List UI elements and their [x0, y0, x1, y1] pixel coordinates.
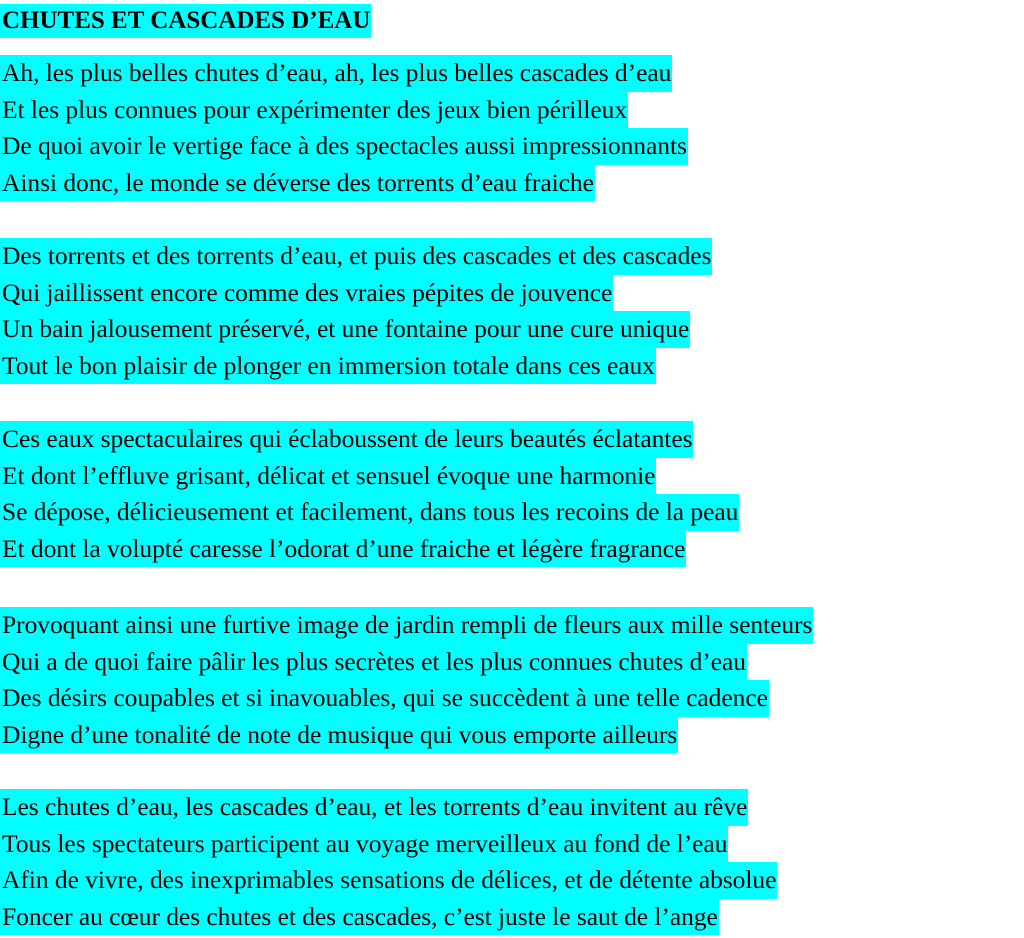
stanza-4 [0, 607, 813, 753]
poem-line: Tout le bon plaisir de plonger en immersion totale dans ces eaux [0, 348, 656, 385]
poem-line: Ah, les plus belles chutes d’eau, ah, les plus belles cascades d’eau [0, 55, 672, 92]
poem-line: Et dont l’effluve grisant, délicat et sensuel évoque une harmonie [0, 458, 656, 495]
poem-line: Des désirs coupables et si inavouables, qui se succèdent à une telle cadence [0, 680, 769, 717]
poem-line: Foncer au cœur des chutes et des cascades, c’est juste le saut de l’ange [0, 899, 719, 936]
poem-line: Provoquant ainsi une furtive image de jardin rempli de fleurs aux mille senteurs [0, 607, 813, 644]
poem-line: Se dépose, délicieusement et facilement, dans tous les recoins de la peau [0, 494, 739, 531]
poem-line: Un bain jalousement préservé, et une fontaine pour une cure unique [0, 311, 690, 348]
poem-line: Tous les spectateurs participent au voyage merveilleux au fond de l’eau [0, 826, 728, 863]
poem-line: Qui a de quoi faire pâlir les plus secrètes et les plus connues chutes d’eau [0, 644, 747, 681]
poem-title: CHUTES ET CASCADES D’EAU [0, 4, 371, 38]
poem-line: Afin de vivre, des inexprimables sensations de délices, et de détente absolue [0, 862, 777, 899]
poem-line: Digne d’une tonalité de note de musique qui vous emporte ailleurs [0, 717, 678, 754]
poem-line: Qui jaillissent encore comme des vraies pépites de jouvence [0, 275, 613, 312]
poem-line: Ces eaux spectaculaires qui éclaboussent de leurs beautés éclatantes [0, 421, 693, 458]
stanza-5 [0, 789, 777, 935]
stanza-3 [0, 421, 739, 567]
poem-line: Et les plus connues pour expérimenter des jeux bien périlleux [0, 92, 628, 129]
stanza-1 [0, 55, 688, 201]
poem-line: Des torrents et des torrents d’eau, et puis des cascades et des cascades [0, 238, 712, 275]
poem-line: De quoi avoir le vertige face à des spectacles aussi impressionnants [0, 128, 688, 165]
poem-line: Ainsi donc, le monde se déverse des torrents d’eau fraiche [0, 165, 595, 202]
stanza-2 [0, 238, 712, 384]
poem-line: Et dont la volupté caresse l’odorat d’une fraiche et légère fragrance [0, 531, 686, 568]
poem-line: Les chutes d’eau, les cascades d’eau, et les torrents d’eau invitent au rêve [0, 789, 748, 826]
